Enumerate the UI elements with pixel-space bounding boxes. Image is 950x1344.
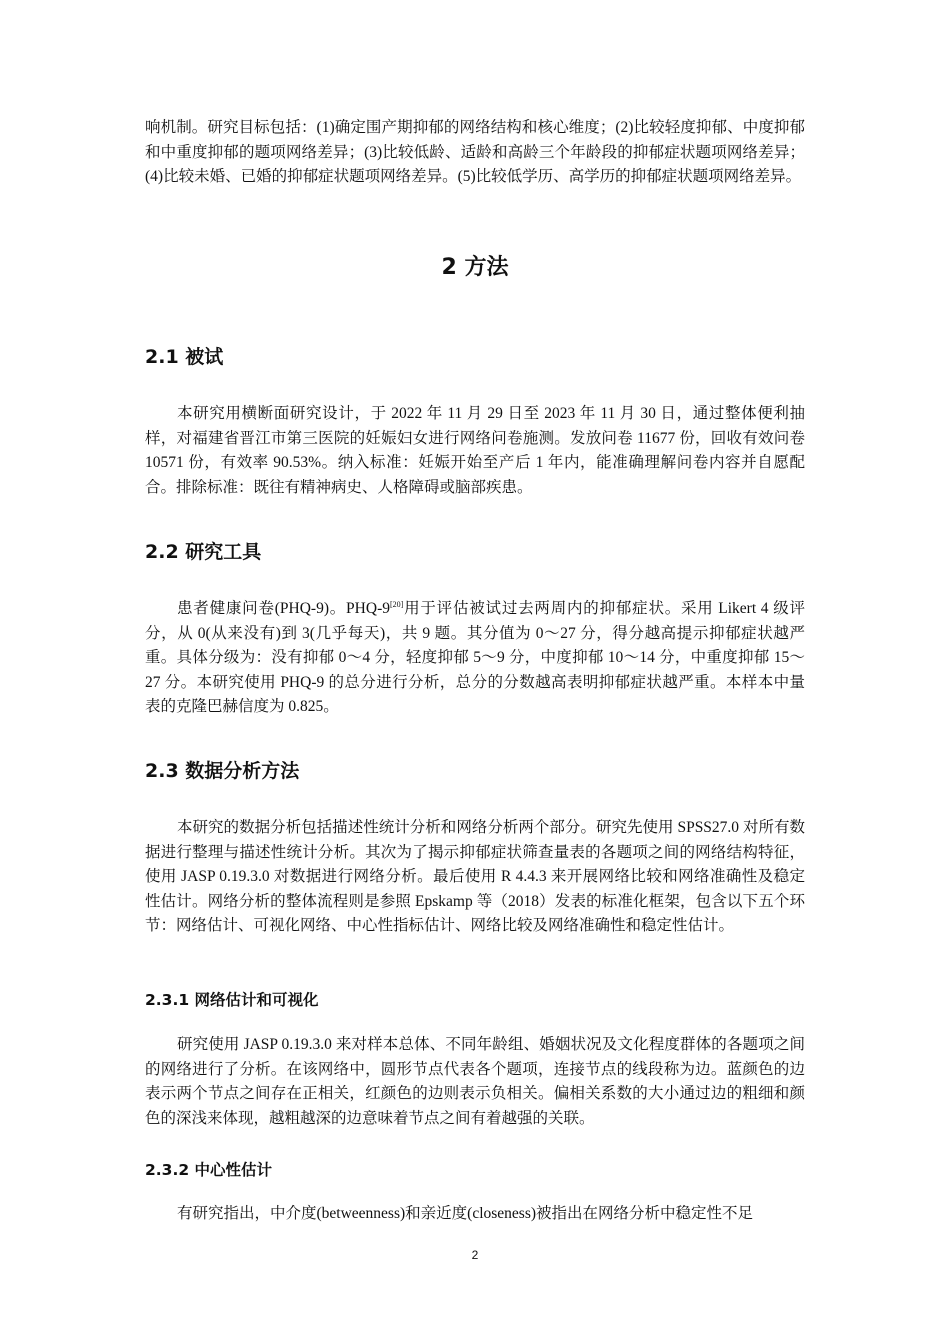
page-number: 2	[471, 1248, 479, 1262]
section-2-3-2-paragraph: 有研究指出，中介度(betweenness)和亲近度(closeness)被指出在网络分析中稳定性不足	[177, 1205, 754, 1222]
section-2-3-2-heading: 2.3.2 中心性估计	[145, 1161, 273, 1179]
section-2-3-heading: 2.3 数据分析方法	[145, 760, 300, 782]
section-2-3-1-body	[145, 1033, 805, 1131]
section-2-3-2-body	[145, 1202, 805, 1227]
citation-ref: [20]	[389, 599, 404, 609]
section-2-1-heading: 2.1 被试	[145, 346, 224, 368]
section-2-1-paragraph: 本研究用横断面研究设计，于 2022 年 11 月 29 日至 2023 年 11 月 30 日，通过整体便利抽样，对福建省晋江市第三医院的妊娠妇女进行网络问卷施测。发放问卷 11677 份，回收有效问卷 10571 份，有效率 90.53%。纳入标准：妊娠开始至产后 1 年内，能准确理解问卷内容并自愿配合。排除标准：既往有精神病史、人格障碍或脑部疾患。	[145, 405, 805, 496]
section-2-2-text-b: 用于评估被试过去两周内的抑郁症状。采用 Likert 4 级评分，从 0(从来没有)到 3(几乎每天)，共 9 题。其分值为 0～27 分，得分越高提示抑郁症状越严重。具体分级为：没有抑郁 0～4 分，轻度抑郁 5～9 分，中度抑郁 10～14 分，中重度抑郁 15～27 分。本研究使用 PHQ-9 的总分进行分析，总分的分数越高表明抑郁症状越严重。本样本中量表的克隆巴赫信度为 0.825。	[145, 600, 805, 716]
intro-paragraph: 响机制。研究目标包括：(1)确定围产期抑郁的网络结构和核心维度；(2)比较轻度抑郁、中度抑郁和中重度抑郁的题项网络差异；(3)比较低龄、适龄和高龄三个年龄段的抑郁症状题项网络差异；(4)比较未婚、已婚的抑郁症状题项网络差异。(5)比较低学历、高学历的抑郁症状题项网络差异。	[145, 119, 805, 186]
section-2-3-body	[145, 816, 805, 939]
section-2-3-1-paragraph: 研究使用 JASP 0.19.3.0 来对样本总体、不同年龄组、婚姻状况及文化程度群体的各题项之间的网络进行了分析。在该网络中，圆形节点代表各个题项，连接节点的线段称为边。蓝颜色的边表示两个节点之间存在正相关，红颜色的边则表示负相关。偏相关系数的大小通过边的粗细和颜色的深浅来体现，越粗越深的边意味着节点之间有着越强的关联。	[145, 1036, 805, 1127]
section-2-2-text-a: 患者健康问卷(PHQ-9)。PHQ-9	[177, 600, 390, 617]
section-2-3-paragraph: 本研究的数据分析包括描述性统计分析和网络分析两个部分。研究先使用 SPSS27.0 对所有数据进行整理与描述性统计分析。其次为了揭示抑郁症状筛查量表的各题项之间的网络结构特征，使用 JASP 0.19.3.0 对数据进行网络分析。最后使用 R 4.4.3 来开展网络比较和网络准确性及稳定性估计。网络分析的整体流程则是参照 Epskamp 等（2018）发表的标准化框架，包含以下五个环节：网络估计、可视化网络、中心性指标估计、网络比较及网络准确性和稳定性估计。	[145, 819, 805, 935]
section-2-2-paragraph	[145, 597, 805, 720]
section-2-2-body	[145, 597, 805, 720]
section-2-1-body	[145, 402, 805, 500]
intro-paragraph-block	[145, 116, 805, 190]
section-2-2-heading: 2.2 研究工具	[145, 541, 262, 563]
section-2-3-1-heading: 2.3.1 网络估计和可视化	[145, 991, 319, 1009]
section-2-heading: 2 方法	[441, 255, 509, 280]
